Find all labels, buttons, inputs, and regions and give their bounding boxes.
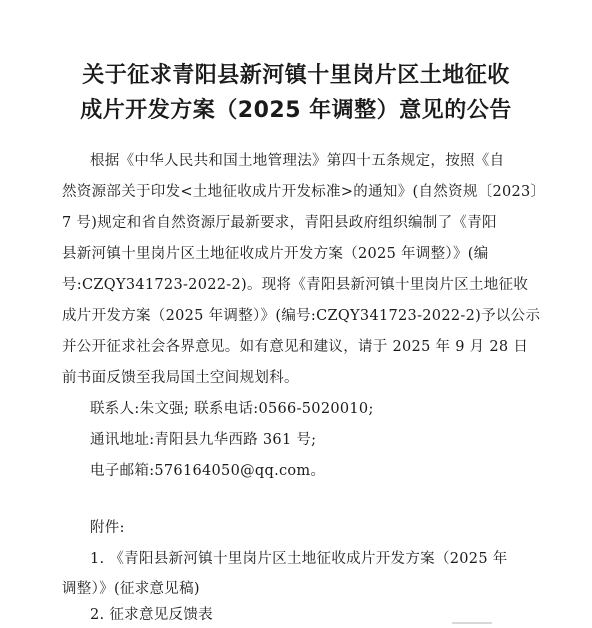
contact-line: 联系人:朱文强; 联系电话:0566-5020010;: [90, 401, 374, 417]
paragraph-line-5: 号:CZQY341723-2022-2)。现将《青阳县新河镇十里岗片区土地征收: [62, 277, 529, 293]
paragraph-line-3: 7 号)规定和省自然资源厅最新要求，青阳县政府组织编制了《青阳: [62, 215, 497, 231]
address-line: 通讯地址:青阳县九华西路 361 号;: [90, 432, 317, 448]
attachment-item-1-line-2: 调整）》(征求意见稿): [62, 581, 200, 597]
attachment-item-1-line-1: 1. 《青阳县新河镇十里岗片区土地征收成片开发方案（2025 年: [90, 551, 508, 567]
paragraph-line-6: 成片开发方案（2025 年调整）》(编号:CZQY341723-2022-2)予以公示: [62, 308, 541, 324]
document-title-line-2: 成片开发方案（2025 年调整）意见的公告: [80, 98, 512, 123]
document-title-line-1: 关于征求青阳县新河镇十里岗片区土地征收: [82, 63, 510, 88]
page-edge-mark: [452, 622, 492, 624]
paragraph-line-7: 并公开征求社会各界意见。如有意见和建议，请于 2025 年 9 月 28 日: [62, 339, 529, 355]
paragraph-line-2: 然资源部关于印发<土地征收成片开发标准>的通知》(自然资规〔2023〕: [62, 184, 546, 200]
paragraph-line-4: 县新河镇十里岗片区土地征收成片开发方案（2025 年调整）》(编: [62, 246, 489, 262]
email-line: 电子邮箱:576164050@qq.com。: [90, 463, 326, 479]
paragraph-line-8: 前书面反馈至我局国土空间规划科。: [62, 370, 299, 386]
attachment-item-2: 2. 征求意见反馈表: [90, 607, 213, 623]
paragraph-line-1: 根据《中华人民共和国土地管理法》第四十五条规定，按照《自: [90, 153, 505, 169]
attachments-heading: 附件:: [90, 520, 125, 536]
